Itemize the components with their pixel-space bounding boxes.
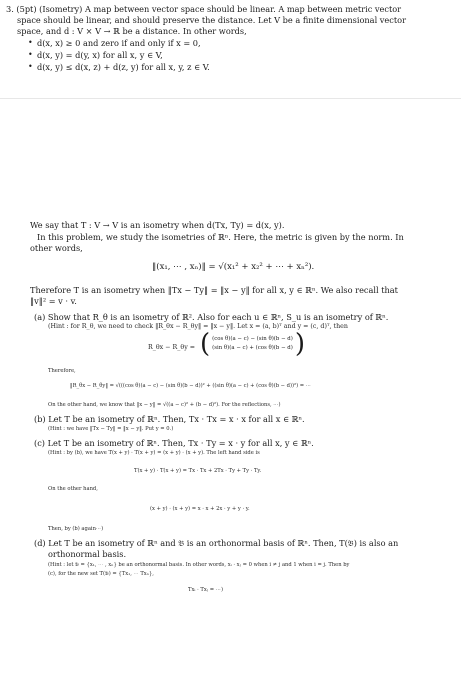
- part-c-statement: (c) Let T be an isometry of ℝⁿ. Then, Tx · Ty = x · y for all x, y ∈ ℝⁿ.: [34, 438, 314, 448]
- part-b-hint: (Hint : we have ‖Tx − Ty‖ = ‖x − y‖. Put y = 0.): [48, 426, 174, 432]
- part-c-hint: (Hint : by (b), we have T(x + y) · T(x + y) = (x + y) · (x + y). The left hand side is: [48, 450, 260, 456]
- intro-line-2: space should be linear, and should preserve the distance. Let V be a finite dimensional vector: [17, 15, 406, 25]
- axiom-triangle-inequality: d(x, y) ≤ d(x, z) + d(z, y) for all x, y, z ∈ V.: [37, 62, 210, 72]
- norm-formula: ‖(x₁, ⋯ , xₙ)‖ = √(x₁² + x₂² + ⋯ + xₙ²).: [152, 262, 315, 272]
- blank-gap: [0, 99, 461, 199]
- therefore-isometry-line: Therefore T is an isometry when ‖Tx − Ty‖ = ‖x − y‖ for all x, y ∈ ℝⁿ. We also recall that: [30, 285, 398, 295]
- part-c-other-hand: On the other hand,: [48, 486, 98, 492]
- bullet-dot: •: [28, 38, 33, 47]
- part-d-hint-line-2: (c), for the new set T(𝔅) = {Tx₁, ⋯ Txₙ},: [48, 571, 154, 577]
- part-a-other-hand: On the other hand, we know that ‖x − y‖ = √((a − c)² + (b − d)²). For the reflections, ⋯): [48, 402, 281, 408]
- part-d-statement-line-2: orthonormal basis.: [48, 549, 127, 559]
- part-a-matrix-lhs: R_θx − R_θy =: [148, 344, 196, 351]
- matrix-row-1: (cos θ)(a − c) − (sin θ)(b − d): [212, 336, 293, 342]
- part-d-statement-line-1: (d) Let T be an isometry of ℝⁿ and 𝔅 is an orthonormal basis of ℝⁿ. Then, T(𝔅) is also an: [34, 538, 399, 548]
- intro-line-3: space, and d : V × V → ℝ be a distance. In other words,: [17, 26, 247, 36]
- problem-intro-section: [0, 0, 461, 99]
- definition-line-2: In this problem, we study the isometries of ℝⁿ. Here, the metric is given by the norm. In: [37, 232, 404, 242]
- part-d-final-formula: Txᵢ · Txⱼ = ⋯): [188, 587, 223, 593]
- part-a-hint: (Hint : for R_θ, we need to check ‖R_θx − R_θy‖ = ‖x − y‖. Let x = (a, b)ᵀ and y = (c, d)ᵀ, then: [48, 323, 348, 330]
- definition-line-3: other words,: [30, 243, 83, 253]
- bullet-dot: •: [28, 50, 33, 59]
- part-c-then: Then, by (b) again⋯): [48, 526, 104, 532]
- part-a-difference-vector: [200, 329, 306, 359]
- part-a-statement: (a) Show that R_θ is an isometry of ℝ². Also for each u ∈ ℝⁿ, S_u is an isometry of ℝⁿ.: [34, 312, 389, 322]
- isometry-definition: We say that T : V → V is an isometry when d(Tx, Ty) = d(x, y).: [30, 220, 285, 230]
- axiom-positivity: d(x, x) ≥ 0 and zero if and only if x = 0,: [37, 38, 201, 48]
- axiom-symmetry: d(x, y) = d(y, x) for all x, y ∈ V,: [37, 50, 163, 60]
- part-b-statement: (b) Let T be an isometry of ℝⁿ. Then, Tx · Tx = x · x for all x ∈ ℝⁿ.: [34, 414, 305, 424]
- matrix-row-2: (sin θ)(a − c) + (cos θ)(b − d): [212, 345, 293, 351]
- part-a-therefore: Therefore,: [48, 368, 76, 374]
- part-d-hint-line-1: (Hint : let 𝔅 = {x₁, ⋯ , xₙ} be an orthonormal basis. In other words, xᵢ · xⱼ = 0 when i ≠ j and 1 when i = j. Then by: [48, 562, 350, 568]
- part-a-norm-expansion: ‖R_θx − R_θy‖ = √(((cos θ)(a − c) − (sin θ)(b − d))² + ((sin θ)(a − c) + (cos θ)(b − d))²) = ⋯: [70, 383, 311, 389]
- left-paren: (: [200, 329, 211, 359]
- problem-body-section: [0, 200, 461, 700]
- right-paren: ): [294, 329, 306, 359]
- norm-squared-line: ‖v‖² = v · v.: [30, 296, 77, 306]
- part-c-rhs-formula: (x + y) · (x + y) = x · x + 2x · y + y · y.: [150, 506, 250, 512]
- part-c-lhs-formula: T(x + y) · T(x + y) = Tx · Tx + 2Tx · Ty + Ty · Ty.: [134, 468, 262, 474]
- bullet-dot: •: [28, 62, 33, 71]
- intro-line-1: 3. (5pt) (Isometry) A map between vector space should be linear. A map between metric vector: [6, 4, 402, 14]
